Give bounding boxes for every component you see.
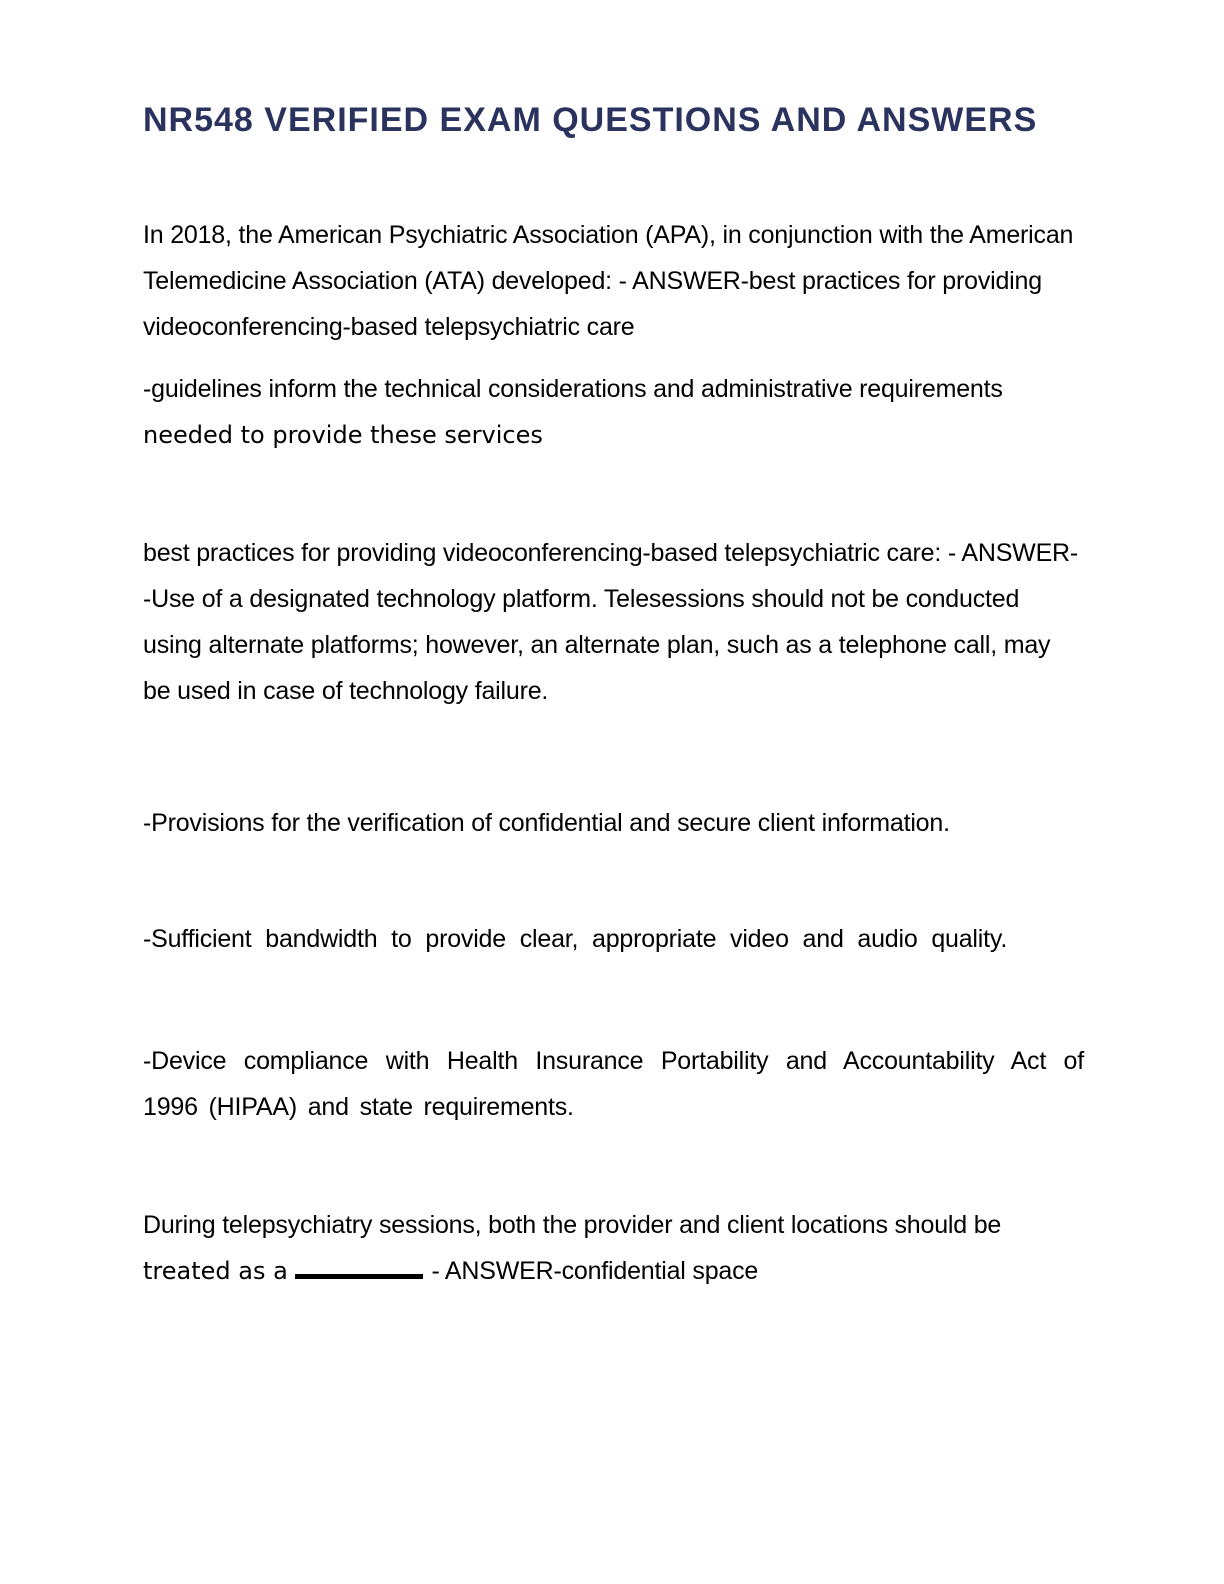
paragraph-q1-question-answer: In 2018, the American Psychiatric Association (APA), in conjunction with the American Telemedicine Association (ATA) developed: - ANSWER-best practices for providing videoconferencing-based telepsychiatric care (143, 221, 1074, 341)
paragraph-q2-point-verification: -Provisions for the verification of confidential and secure client information. (143, 809, 950, 837)
q1-note-emphasis: needed to provide these services (143, 421, 543, 449)
q3-answer-text: - ANSWER-confidential space (431, 1257, 759, 1285)
q3-question-emphasis: treated as a (143, 1257, 296, 1285)
paragraph-q3-question-answer (143, 1202, 1084, 1294)
paragraph-q1-note (143, 366, 1084, 458)
q1-note-text: -guidelines inform the technical considerations and administrative requirements (143, 375, 1003, 403)
paragraph-q2-question-answer: best practices for providing videoconferencing-based telepsychiatric care: - ANSWER--Use of a designated technology platform. Telesessions should not be conducted using alternate platforms; however, an alternate plan, such as a telephone call, may be used in case of technology failure. (143, 539, 1079, 705)
paragraph-q2-point-bandwidth: -Sufficient bandwidth to provide clear, appropriate video and audio quality. (143, 925, 1008, 953)
q3-question-text: During telepsychiatry sessions, both the provider and client locations should be (143, 1211, 1002, 1239)
fill-in-blank-line (295, 1248, 423, 1279)
page-title: NR548 VERIFIED EXAM QUESTIONS AND ANSWERS (143, 101, 1038, 139)
paragraph-q2-point-hipaa: -Device compliance with Health Insurance Portability and Accountability Act of 1996 (HIPAA) and state requirements. (143, 1047, 1084, 1121)
